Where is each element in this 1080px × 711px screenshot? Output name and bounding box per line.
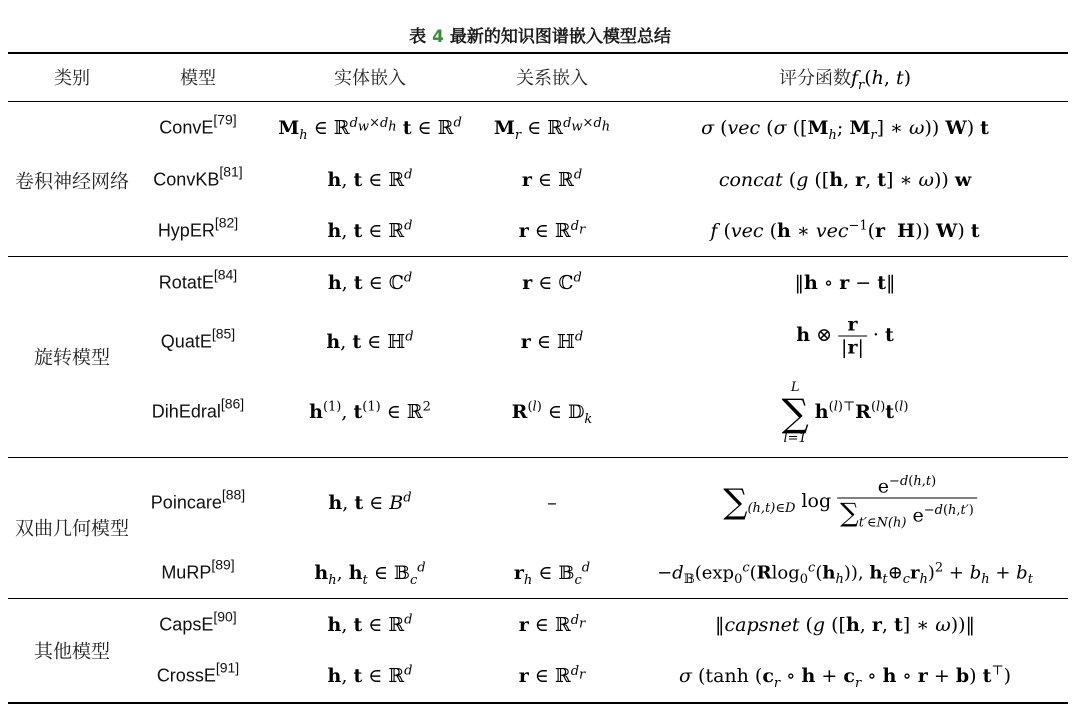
- category-label: 旋转模型: [33, 346, 111, 369]
- model-name: RotatE[84]: [158, 266, 238, 293]
- relation-embedding: r ∈ ℍ$^d$: [520, 329, 584, 353]
- entity-embedding: h, t ∈ ℂ$^d$: [327, 270, 413, 294]
- model-name: MuRP[89]: [161, 556, 235, 583]
- score-function: concat (g ([h, r, t] ∗ ω)) w: [718, 169, 972, 191]
- entity-embedding: $h_h$, $h_t$ ∈ 𝔹$_c^d$: [314, 560, 426, 588]
- category-label: 卷积神经网络: [14, 170, 130, 193]
- model-name: ConvE[79]: [159, 111, 237, 138]
- top-rule: [8, 52, 1068, 54]
- entity-embedding: h, t ∈ ℝ$^d$: [327, 218, 413, 242]
- model-name: HypER[82]: [157, 214, 239, 241]
- bottom-rule: [8, 702, 1068, 704]
- model-name: CrossE[91]: [156, 659, 240, 686]
- entity-embedding: h, t ∈ ℝ$^d$: [327, 612, 413, 636]
- category-label: 双曲几何模型: [14, 517, 130, 540]
- entity-embedding: h, t ∈ $B^d$: [328, 490, 412, 514]
- model-name: CapsE[90]: [159, 608, 237, 635]
- entity-embedding: h, t ∈ ℍ$^d$: [326, 329, 414, 353]
- group-divider: [8, 457, 1068, 458]
- relation-embedding: r ∈ ℝ$^{d_r}$: [518, 218, 586, 242]
- score-function: $-d_𝔹(\exp_0^c(Rlog_0^c(h_h))$, $h_t\oplus_cr_h)^2 + b_h + b_t$: [657, 560, 1033, 588]
- header-score: 评分函数$f_r(h$, t): [778, 67, 912, 93]
- relation-embedding: $r_h$ ∈ 𝔹$_c^d$: [513, 560, 591, 588]
- model-name: DihEdral[86]: [151, 395, 245, 422]
- relation-embedding: $R^{(l)}$ ∈ 𝔻$_k$: [511, 399, 593, 427]
- score-function: σ (vec (σ ([$M_h$; $M_r$] ∗ ω)) W) t: [701, 117, 989, 143]
- model-name: ConvKB[81]: [153, 163, 243, 190]
- score-function: σ (tanh ($c_r$ ∘ $h + c_r$ ∘ h ∘ r + b) t⊤): [679, 663, 1011, 691]
- entity-embedding: h, t ∈ ℝ$^d$: [327, 663, 413, 687]
- header-model: 模型: [180, 68, 216, 89]
- score-function: f (vec (h ∗ vec$^{-1}$(r H)) W) t: [710, 218, 980, 242]
- score-function: $\sum_{(h,t)\in D}$ log $\frac{e^{-d(h,t)}}{\sum_{t'\in N(h)} e^{-d(h,t')}}$: [723, 476, 977, 529]
- relation-embedding: $M_r$ ∈ ℝ$^{d_w\times d_h}$: [493, 115, 611, 143]
- relation-embedding: r ∈ ℝ$^{d_r}$: [518, 612, 586, 636]
- group-divider: [8, 598, 1068, 599]
- header-category: 类别: [54, 68, 90, 89]
- entity-embedding: h, t ∈ ℝ$^d$: [327, 167, 413, 191]
- group-divider: [8, 256, 1068, 257]
- score-function: ‖capsnet (g ([h, r, t] ∗ ω))‖: [714, 614, 976, 636]
- model-name: QuatE[85]: [160, 325, 236, 352]
- relation-embedding: –: [547, 492, 557, 514]
- model-name: Poincare[88]: [150, 486, 246, 513]
- relation-embedding: r ∈ ℂ$^d$: [522, 270, 582, 294]
- header-entity: 实体嵌入: [334, 68, 406, 89]
- score-function: ‖h ∘ r − t‖: [794, 272, 896, 294]
- entity-embedding: $h^{(1)}$, $t^{(1)}$ ∈ ℝ$^2$: [309, 399, 431, 423]
- header-relation: 关系嵌入: [516, 68, 588, 89]
- table-caption: 表 4 最新的知识图谱嵌入模型总结: [409, 27, 671, 47]
- relation-embedding: r ∈ ℝ$^{d_r}$: [518, 663, 586, 687]
- score-function: h ⊗ $\frac{r}{|r|}$ · t: [796, 313, 894, 359]
- category-label: 其他模型: [33, 640, 111, 663]
- score-function: L ∑ l=1 $h^{(l)⊤}R^{(l)}t^{(l)}$: [781, 380, 909, 446]
- entity-embedding: $M_h$ ∈ ℝ$^{d_w\times d_h}$ t ∈ ℝ$^d$: [278, 115, 462, 143]
- header-rule: [8, 101, 1068, 102]
- relation-embedding: r ∈ ℝ$^d$: [521, 167, 583, 191]
